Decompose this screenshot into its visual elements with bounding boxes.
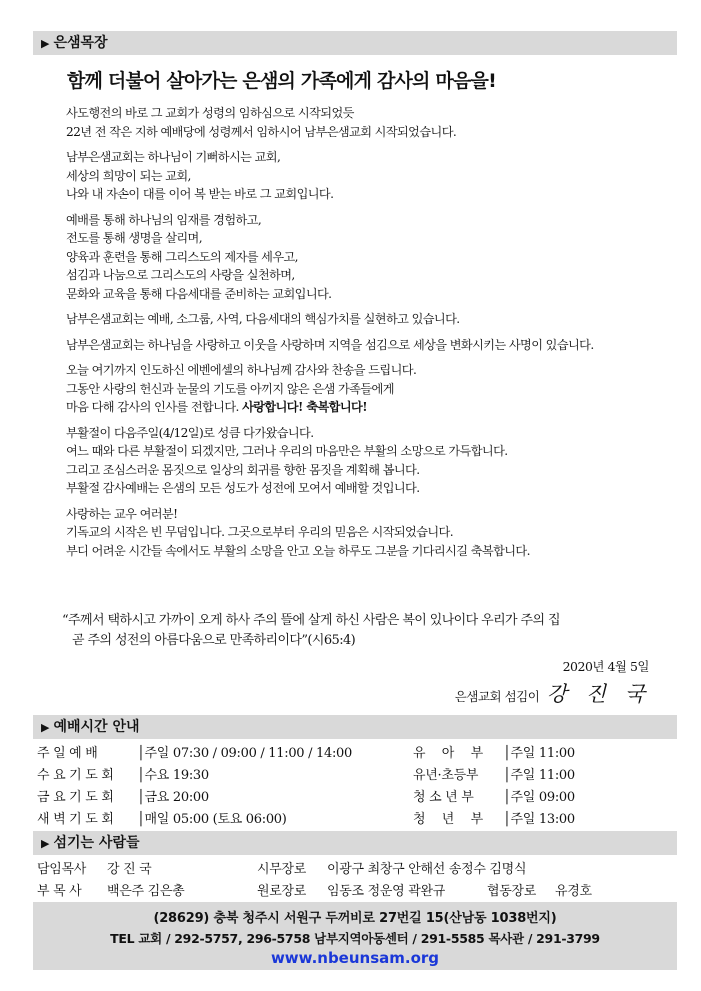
role-names: 임동조 정운영 곽완규 bbox=[327, 884, 445, 899]
role-names: 강 진 국 bbox=[107, 862, 152, 877]
paragraph bbox=[66, 211, 646, 304]
schedule-row bbox=[413, 786, 575, 805]
schedule-value: │금요 20:00 bbox=[137, 790, 209, 805]
role-label: 시무장로 bbox=[257, 862, 307, 877]
paragraph bbox=[66, 505, 646, 561]
headline: 함께 더불어 살아가는 은샘의 가족에게 감사의 마음을! bbox=[67, 70, 496, 92]
text-line: 예배를 통해 하나님의 임재를 경험하고, bbox=[66, 212, 262, 227]
schedule-value: │주일 13:00 bbox=[503, 812, 575, 827]
role-names: 유경호 bbox=[555, 884, 592, 899]
triangle-right-icon: ▶ bbox=[41, 837, 50, 850]
text-line bbox=[66, 398, 646, 417]
role-names: 백은주 김은총 bbox=[107, 884, 185, 899]
footer-telephone: TEL 교회 / 292-5757, 296-5758 남부지역아동센터 / 291-5585 목사관 / 291-3799 bbox=[110, 931, 600, 946]
triangle-right-icon: ▶ bbox=[41, 721, 50, 734]
text-line: 오늘 여기까지 인도하신 에벤에셀의 하나님께 감사와 찬송을 드립니다. bbox=[66, 363, 417, 377]
schedule-value: │수요 19:30 bbox=[137, 768, 209, 783]
text-line: 그동안 사랑의 헌신과 눈물의 기도를 아끼지 않은 은샘 가족들에게 bbox=[66, 381, 394, 396]
schedule-label: 유년·초등부 bbox=[413, 768, 479, 783]
section-header-eunsam bbox=[33, 31, 677, 55]
text-line: 부활절이 다음주일(4/12일)로 성큼 다가왔습니다. bbox=[66, 425, 314, 440]
text-plain: 마음 다해 감사의 인사를 전합니다. bbox=[66, 400, 243, 414]
text-line: 그리고 조심스러운 몸짓으로 일상의 회귀를 향한 몸짓을 계획해 봅니다. bbox=[66, 462, 420, 477]
role-label: 협동장로 bbox=[487, 884, 537, 899]
schedule-row bbox=[37, 786, 209, 805]
text-bold: 사랑합니다! 축복합니다! bbox=[242, 400, 367, 414]
schedule-value: │주일 11:00 bbox=[503, 746, 575, 761]
text-line: 여느 때와 다른 부활절이 되겠지만, 그러나 우리의 마음만은 부활의 소망으로 가득합니다. bbox=[66, 444, 508, 458]
schedule-row bbox=[37, 742, 352, 761]
text-line: 나와 내 자손이 대를 이어 복 받는 바로 그 교회입니다. bbox=[66, 187, 334, 201]
paragraph-thanks bbox=[66, 361, 646, 417]
text-line: 부디 어려운 시간들 속에서도 부활의 소망을 안고 오늘 하루도 그분을 기다리시길 축복합니다. bbox=[66, 543, 530, 558]
text-line: 기독교의 시작은 빈 무덤입니다. 그곳으로부터 우리의 믿음은 시작되었습니다. bbox=[66, 525, 454, 539]
schedule-value: │매일 05:00 (토요 06:00) bbox=[137, 812, 287, 827]
schedule-row bbox=[37, 764, 209, 783]
people-row bbox=[37, 858, 526, 877]
schedule-row bbox=[413, 764, 575, 783]
text-line: 22년 전 작은 지하 예배당에 성령께서 임하시어 남부은샘교회 시작되었습니다. bbox=[66, 124, 457, 139]
quote-line: “주께서 택하시고 가까이 오게 하사 주의 뜰에 살게 하신 사람은 복이 있나이다 우리가 주의 집 bbox=[62, 613, 560, 628]
section-title: 예배시간 안내 bbox=[53, 719, 140, 735]
triangle-right-icon: ▶ bbox=[41, 37, 50, 50]
schedule-label: 수 요 기 도 회 bbox=[37, 768, 114, 783]
text-line: 세상의 희망이 되는 교회, bbox=[66, 168, 191, 183]
letter-body bbox=[66, 104, 646, 567]
text-line: 전도를 통해 생명을 살리며, bbox=[66, 231, 203, 245]
section-header-schedule bbox=[33, 715, 677, 739]
signature-block bbox=[455, 678, 651, 708]
text-line: 남부은샘교회는 하나님을 사랑하고 이웃을 사랑하며 지역을 섬김으로 세상을 변화시키는 사명이 있습니다. bbox=[66, 337, 594, 352]
role-names: 이광구 최창구 안해선 송정수 김명식 bbox=[327, 862, 527, 877]
text-line: 섬김과 나눔으로 그리스도의 사랑을 실천하며, bbox=[66, 268, 295, 282]
paragraph bbox=[66, 424, 646, 498]
text-line: 사랑하는 교우 여러분! bbox=[66, 506, 178, 521]
scripture-quote bbox=[62, 611, 652, 651]
role-label: 부 목 사 bbox=[37, 884, 82, 899]
letter-date: 2020년 4월 5일 bbox=[562, 659, 649, 674]
paragraph bbox=[66, 310, 646, 329]
schedule-label: 금 요 기 도 회 bbox=[37, 790, 114, 805]
schedule-label: 새 벽 기 도 회 bbox=[37, 812, 114, 827]
paragraph bbox=[66, 104, 646, 141]
schedule-value: │주일 09:00 bbox=[503, 790, 575, 805]
paragraph bbox=[66, 148, 646, 204]
schedule-label: 청 소 년 부 bbox=[413, 790, 474, 805]
signature-name: 강 진 국 bbox=[546, 682, 651, 706]
text-line: 남부은샘교회는 하나님이 기뻐하시는 교회, bbox=[66, 150, 281, 164]
text-line: 부활절 감사예배는 은샘의 모든 성도가 성전에 모여서 예배할 것입니다. bbox=[66, 481, 420, 495]
text-line: 사도행전의 바로 그 교회가 성령의 임하심으로 시작되었듯 bbox=[66, 106, 354, 120]
quote-line: 곧 주의 성전의 아름다움으로 만족하리이다”(시65:4) bbox=[72, 633, 356, 648]
website-link[interactable]: www.nbeunsam.org bbox=[270, 949, 440, 967]
footer-address: (28629) 충북 청주시 서원구 두꺼비로 27번길 15(산남동 1038번지) bbox=[153, 911, 557, 926]
schedule-row bbox=[37, 808, 287, 827]
paragraph bbox=[66, 336, 646, 355]
section-title: 섬기는 사람들 bbox=[53, 835, 140, 851]
section-header-people bbox=[33, 831, 677, 855]
schedule-row bbox=[413, 742, 575, 761]
schedule-value: │주일 07:30 / 09:00 / 11:00 / 14:00 bbox=[137, 746, 352, 761]
role-label: 원로장로 bbox=[257, 884, 307, 899]
signer-prefix: 은샘교회 섬김이 bbox=[454, 689, 540, 704]
schedule-value: │주일 11:00 bbox=[503, 768, 575, 783]
schedule-label: 유 아 부 bbox=[413, 746, 483, 761]
text-line: 남부은샘교회는 예배, 소그룹, 사역, 다음세대의 핵심가치를 실현하고 있습니다. bbox=[66, 312, 460, 326]
section-title: 은샘목장 bbox=[53, 35, 108, 51]
footer-contact bbox=[33, 902, 677, 970]
text-line: 양육과 훈련을 통해 그리스도의 제자를 세우고, bbox=[66, 249, 298, 264]
schedule-row bbox=[413, 808, 575, 827]
schedule-label: 주 일 예 배 bbox=[37, 746, 98, 761]
schedule-label: 청 년 부 bbox=[413, 812, 483, 827]
role-label: 담임목사 bbox=[37, 862, 87, 877]
people-row bbox=[37, 880, 592, 899]
text-line: 문화와 교육을 통해 다음세대를 준비하는 교회입니다. bbox=[66, 286, 332, 301]
